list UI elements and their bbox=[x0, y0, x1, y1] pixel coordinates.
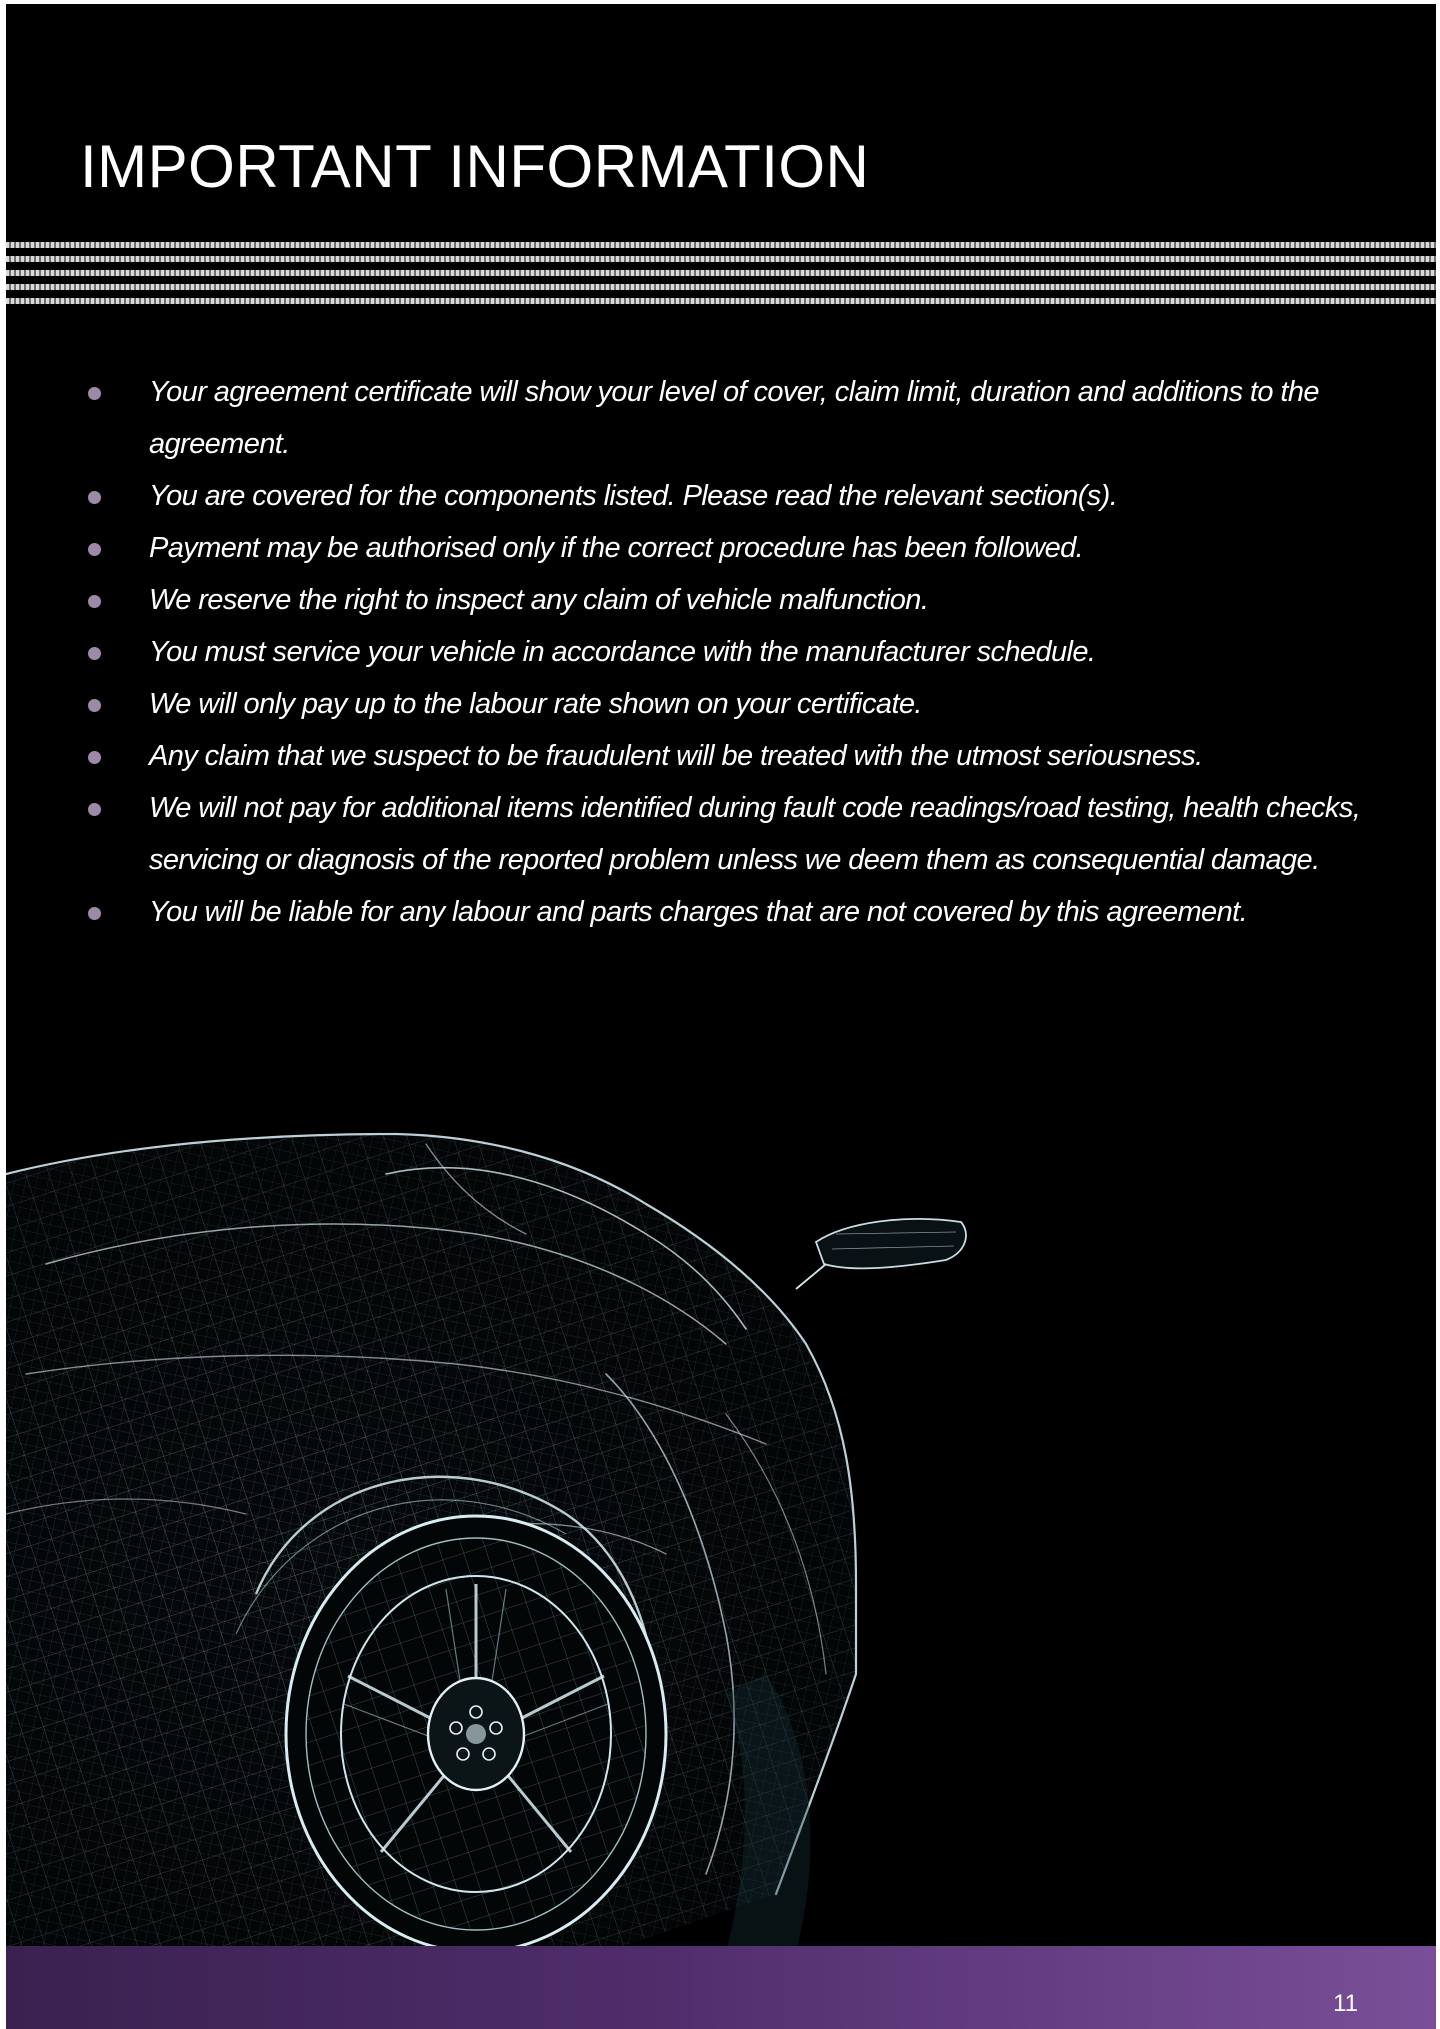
document-page bbox=[6, 4, 1436, 2029]
list-item bbox=[80, 470, 1390, 522]
list-item bbox=[80, 522, 1390, 574]
list-item-text: You will be liable for any labour and parts charges that are not covered by this agreement. bbox=[149, 896, 1248, 928]
bullet-icon bbox=[88, 543, 101, 556]
bullet-icon bbox=[88, 595, 101, 608]
bullet-icon bbox=[88, 491, 101, 504]
list-item-text: You must service your vehicle in accordance with the manufacturer schedule. bbox=[149, 636, 1096, 668]
bullet-icon bbox=[88, 751, 101, 764]
list-item bbox=[80, 366, 1390, 470]
list-item bbox=[80, 730, 1390, 782]
list-item bbox=[80, 886, 1390, 938]
list-item-text: You are covered for the components listed. Please read the relevant section(s). bbox=[149, 480, 1118, 512]
list-item-text: Your agreement certificate will show your level of cover, claim limit, duration and additions to the agreement. bbox=[149, 376, 1319, 460]
information-list bbox=[80, 366, 1390, 938]
tyre-track-divider bbox=[6, 242, 1436, 304]
bullet-icon bbox=[88, 803, 101, 816]
wireframe-car-image bbox=[6, 1114, 1066, 1952]
list-item bbox=[80, 678, 1390, 730]
list-item-text: We will only pay up to the labour rate shown on your certificate. bbox=[149, 688, 922, 720]
list-item bbox=[80, 574, 1390, 626]
footer-bar bbox=[6, 1946, 1436, 2029]
list-item-text: We will not pay for additional items identified during fault code readings/road testing, health checks, servicing or diagnosis of the reported problem unless we deem them as consequential damage. bbox=[149, 792, 1361, 876]
page-number: 11 bbox=[1333, 1990, 1358, 2017]
bullet-icon bbox=[88, 699, 101, 712]
bullet-icon bbox=[88, 387, 101, 400]
list-item-text: Any claim that we suspect to be fraudulent will be treated with the utmost seriousness. bbox=[149, 740, 1203, 772]
bullet-icon bbox=[88, 907, 101, 920]
list-item bbox=[80, 626, 1390, 678]
list-item-text: We reserve the right to inspect any claim of vehicle malfunction. bbox=[149, 584, 929, 616]
list-item bbox=[80, 782, 1390, 886]
list-item-text: Payment may be authorised only if the correct procedure has been followed. bbox=[149, 532, 1084, 564]
page-title: IMPORTANT INFORMATION bbox=[80, 133, 870, 200]
bullet-icon bbox=[88, 647, 101, 660]
